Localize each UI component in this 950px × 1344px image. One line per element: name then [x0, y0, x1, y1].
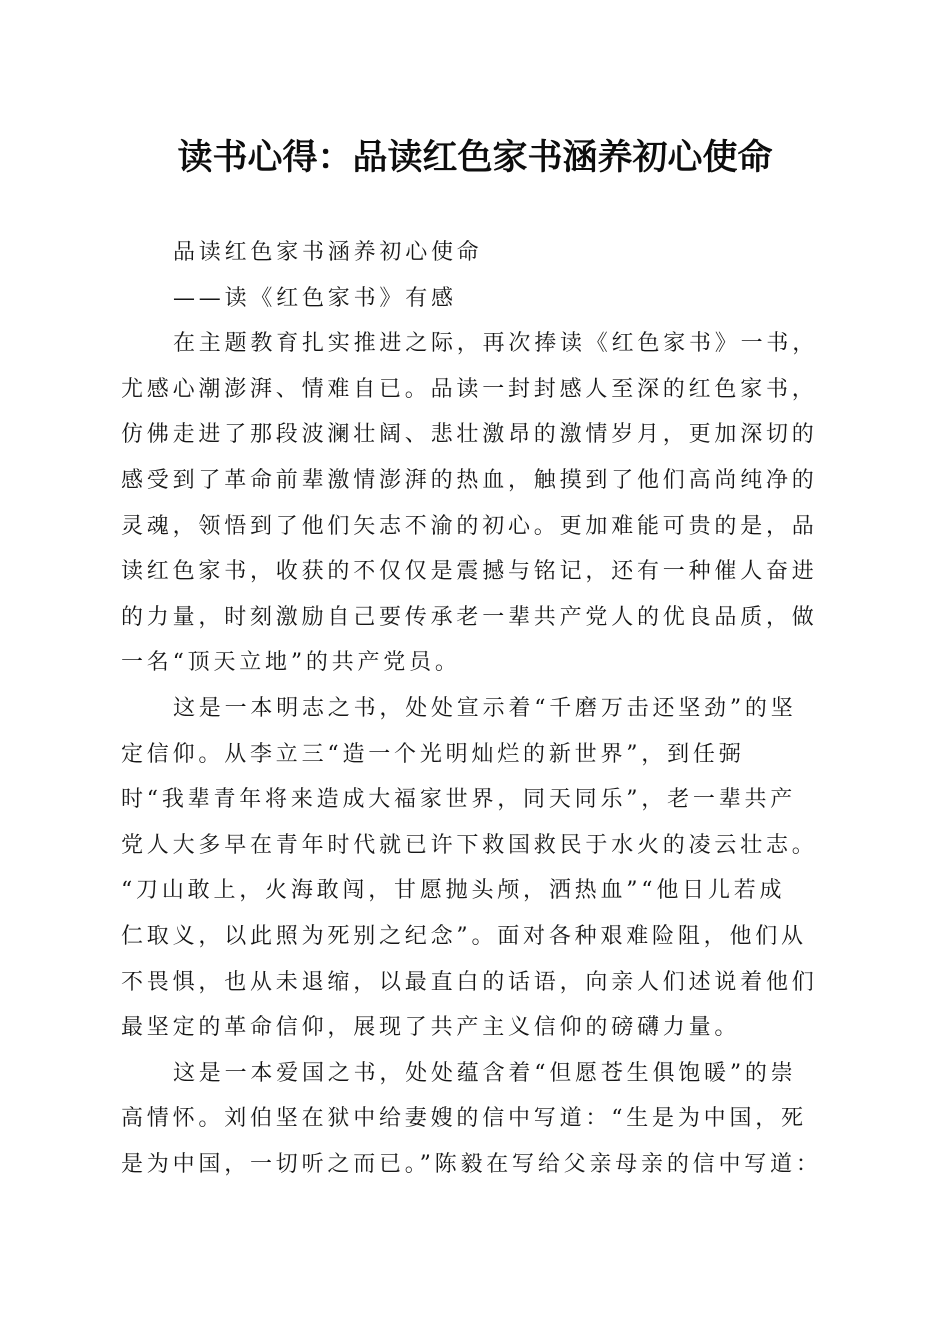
body-line: 这是一本明志之书，处处宣示着“千磨万击还坚劲”的坚: [173, 695, 797, 721]
body-line: 高情怀。刘伯坚在狱中给妻嫂的信中写道：“生是为中国，死: [121, 1106, 807, 1132]
body-line: 仁取义，以此照为死别之纪念”。面对各种艰难险阻，他们从: [121, 923, 807, 949]
body-line: 党人大多早在青年时代就已许下救国救民于水火的凌云壮志。: [121, 832, 818, 858]
body-line: 尤感心潮澎湃、情难自已。品读一封封感人至深的红色家书，: [121, 376, 818, 402]
body-line: 灵魂，领悟到了他们矢志不渝的初心。更加难能可贵的是，品: [121, 513, 818, 539]
document-body: [121, 230, 829, 1187]
body-line: ——读《红色家书》有感: [173, 285, 457, 311]
body-line: 在主题教育扎实推进之际，再次捧读《红色家书》一书，: [173, 331, 819, 357]
body-line: 是为中国，一切听之而已。”陈毅在写给父亲母亲的信中写道：: [121, 1151, 822, 1177]
body-line: 读红色家书，收获的不仅仅是震撼与铭记，还有一种催人奋进: [121, 559, 818, 585]
body-line: 定信仰。从李立三“造一个光明灿烂的新世界”，到任弼: [121, 741, 745, 767]
body-line: 品读红色家书涵养初心使命: [173, 240, 483, 265]
body-line: 仿佛走进了那段波澜壮阔、悲壮激昂的激情岁月，更加深切的: [121, 422, 818, 448]
body-line: 最坚定的革命信仰，展现了共产主义信仰的磅礴力量。: [121, 1015, 741, 1041]
body-line: 这是一本爱国之书，处处蕴含着“但愿苍生俱饱暖”的崇: [173, 1060, 797, 1086]
body-line: 的力量，时刻激励自己要传承老一辈共产党人的优良品质，做: [121, 604, 818, 630]
body-line: 一名“顶天立地”的共产党员。: [121, 650, 461, 676]
body-line: 不畏惧，也从未退缩，以最直白的话语，向亲人们述说着他们: [121, 969, 818, 995]
body-line: “刀山敢上，火海敢闯，甘愿抛头颅，洒热血”“他日儿若成: [121, 878, 786, 904]
document-title: 读书心得：品读红色家书涵养初心使命: [177, 137, 773, 178]
body-line: 感受到了革命前辈激情澎湃的热血，触摸到了他们高尚纯净的: [121, 467, 818, 493]
body-line: 时“我辈青年将来造成大福家世界，同天同乐”，老一辈共产: [121, 787, 797, 813]
